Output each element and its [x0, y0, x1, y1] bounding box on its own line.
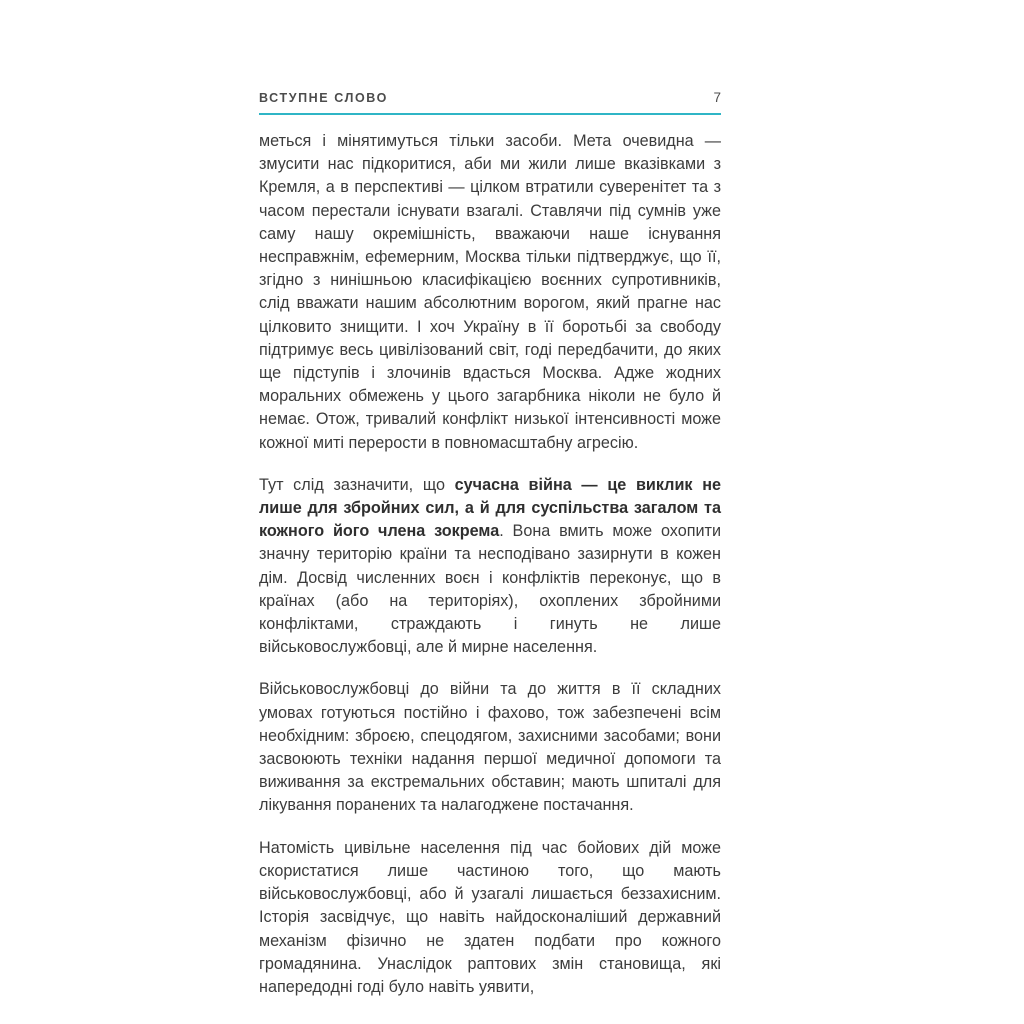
- running-head-title: ВСТУПНЕ СЛОВО: [259, 91, 388, 105]
- paragraph-1: меться і мінятимуться тільки засоби. Мета очевидна — змусити нас підкоритися, аби ми жили лише вказівками з Кремля, а в перспективі — цілком втратили суверенітет та з часом перестали існувати взагалі. Ставлячи під сумнів уже саму нашу окремішність, вважаючи наше існування несправжнім, ефемерним, Москва тільки підтверджує, що її, згідно з нинішньою класифікацією воєнних супротивників, слід вважати нашим абсолютним ворогом, який прагне нас цілковито знищити. І хоч Україну в її боротьбі за свободу підтримує весь цивілізований світ, годі передбачити, до яких ще підступів і злочинів вдасться Москва. Адже жодних моральних обмежень у цього загарбника ніколи не було й немає. Отож, тривалий конфлікт низької інтенсивності може кожної миті перерости в повномасштабну агресію.: [259, 132, 721, 452]
- paragraph-2-bold-emphasis: сучасна війна — це виклик не лише для збройних сил, а й для суспільства загалом та кожного його члена зокрема: [259, 475, 721, 541]
- paragraph-2-text-after: . Вона вмить може охопити значну територію країни та несподівано зазирнути в кожен дім. Досвід численних воєн і конфліктів переконує, що в країнах (або на територіях), охоплених збройними конфліктами, страждають і гинуть не лише військовослужбовці, але й мирне населення.: [259, 522, 721, 657]
- page-number: 7: [713, 90, 721, 105]
- paragraph-2-text-before: Тут слід зазначити, що: [259, 475, 455, 494]
- header-rule: [259, 113, 721, 115]
- paragraph-2: [259, 474, 721, 660]
- book-page: [259, 90, 721, 999]
- paragraph-3: Військовослужбовці до війни та до життя в її складних умовах готуються постійно і фахово, тож забезпечені всім необхідним: зброєю, спецодягом, захисними засобами; вони засвоюють техніки надання першої медичної допомоги та виживання за екстремальних обставин; мають шпиталі для лікування поранених та налагоджене постачання.: [259, 680, 721, 815]
- page-body: [259, 130, 721, 999]
- page-header: [259, 90, 721, 105]
- paragraph-4: Натомість цивільне населення під час бойових дій може скористатися лише частиною того, що мають військовослужбовці, або й узагалі лишається беззахисним. Історія засвідчує, що навіть найдосконаліший державний механізм фізично не здатен подбати про кожного громадянина. Унаслідок раптових змін становища, які напередодні годі було навіть уявити,: [259, 838, 721, 996]
